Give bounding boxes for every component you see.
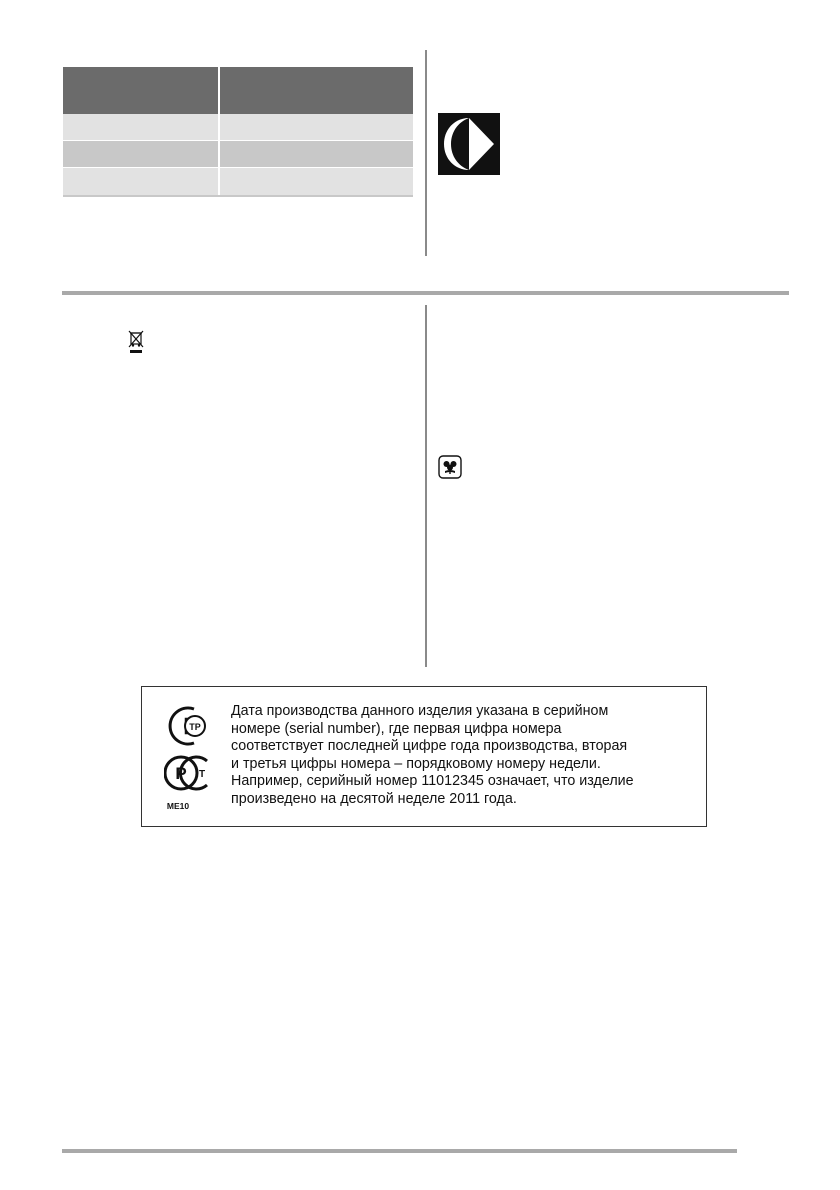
note-line: и третья цифры номера – порядковому номеру недели.: [231, 755, 601, 772]
table-row-separator: [63, 167, 413, 168]
table-header: [63, 67, 413, 114]
note-line: произведено на десятой неделе 2011 года.: [231, 790, 517, 807]
certification-code: ME10: [166, 801, 190, 811]
production-date-note: [231, 703, 701, 809]
certification-marks: [164, 703, 210, 817]
certification-box: [141, 686, 707, 827]
eac-tr-mark-icon: [170, 708, 205, 744]
rst-gost-mark-icon: [165, 757, 207, 789]
table-bottom-border: [63, 195, 413, 197]
column-divider: [425, 305, 427, 667]
eco-flower-icon: [438, 455, 462, 479]
column-divider: [425, 50, 427, 256]
note-line: соответствует последней цифре года производства, вторая: [231, 738, 628, 755]
note-line: Например, серийный номер 11012345 означает, что изделие: [231, 773, 634, 790]
table-row: [63, 141, 413, 168]
crossed-bin-icon: [125, 329, 147, 355]
svg-text:Т: Т: [198, 769, 206, 780]
electrolux-logo-icon: [438, 113, 500, 175]
table-row: [63, 168, 413, 195]
svg-text:TP: TP: [189, 722, 201, 732]
note-line: Дата производства данного изделия указана в серийном: [231, 703, 609, 719]
table-row: [63, 114, 413, 141]
section-rule: [62, 291, 789, 295]
note-line: номере (serial number), где первая цифра номера: [231, 720, 562, 737]
svg-text:Р: Р: [175, 764, 187, 783]
table-row-separator: [63, 140, 413, 141]
table-column-separator: [218, 67, 220, 195]
footer-rule: [62, 1149, 737, 1153]
